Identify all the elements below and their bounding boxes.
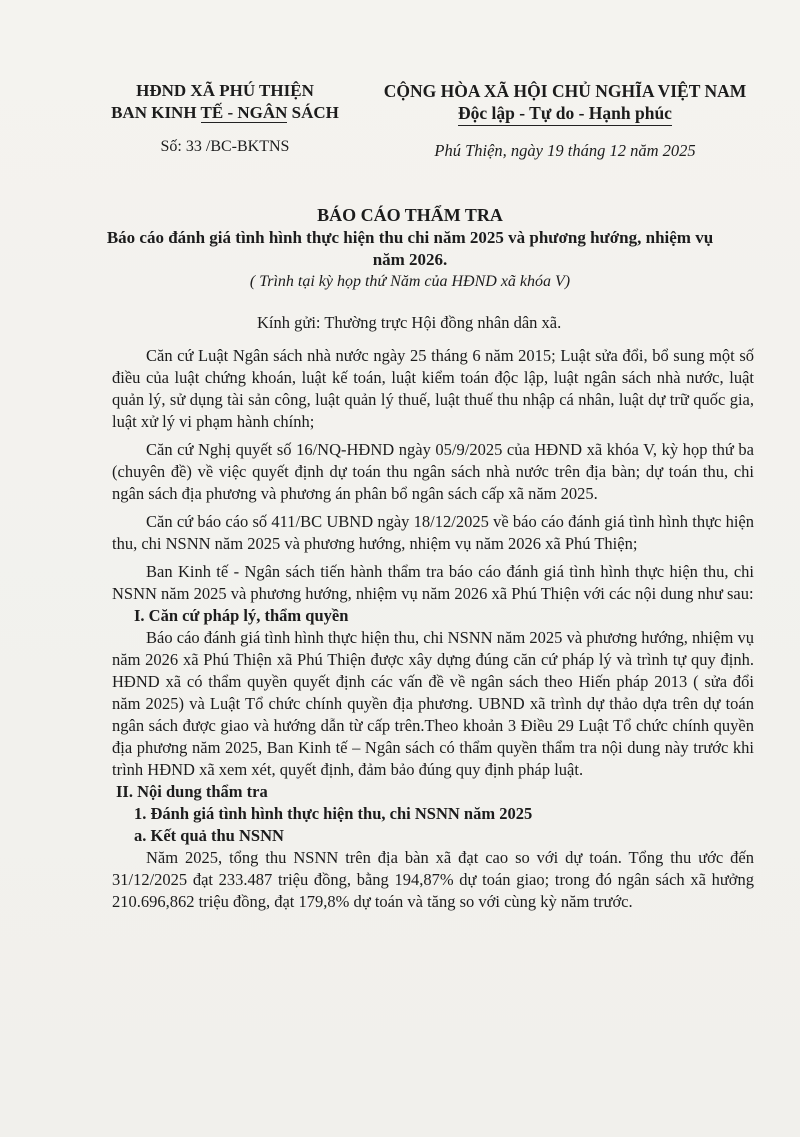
section-heading-1: I. Căn cứ pháp lý, thẩm quyền bbox=[134, 606, 349, 625]
document-body bbox=[112, 345, 754, 919]
committee-name: BAN KINH TẾ - NGÂN SÁCH bbox=[111, 103, 339, 122]
paragraph-intro: Ban Kinh tế - Ngân sách tiến hành thẩm tra báo cáo đánh giá tình hình thực hiện thu, chi NSNN năm 2025 và phương hướng, nhiệm vụ năm 2026 xã Phú Thiện với các nội dung như sau: bbox=[112, 562, 754, 603]
national-header bbox=[365, 80, 765, 162]
issuing-authority bbox=[100, 80, 350, 158]
document-title: BÁO CÁO THẨM TRA bbox=[317, 205, 503, 225]
section-heading-2: II. Nội dung thẩm tra bbox=[116, 782, 268, 801]
document-subtitle: Báo cáo đánh giá tình hình thực hiện thu chi năm 2025 và phương hướng, nhiệm vụ năm 2026. bbox=[106, 228, 714, 269]
document-date: Phú Thiện, ngày 19 tháng 12 năm 2025 bbox=[434, 141, 696, 160]
paragraph-revenue-result: Năm 2025, tổng thu NSNN trên địa bàn xã đạt cao so với dự toán. Tổng thu ước đến 31/12/2025 đạt 233.487 triệu đồng, bằng 194,87% dự toán giao; trong đó ngân sách xã hưởng 210.696,862 triệu đồng, đạt 179,8% dự toán và tăng so với cùng kỳ năm trước. bbox=[112, 848, 754, 911]
paragraph-legal-authority: Báo cáo đánh giá tình hình thực hiện thu, chi NSNN năm 2025 và phương hướng, nhiệm vụ năm 2026 xã Phú Thiện xã Phú Thiện được xây dựng đúng căn cứ pháp lý và trình tự quy định. HĐND xã có thẩm quyền quyết định các vấn đề về ngân sách theo Hiến pháp 2013 ( sửa đổi năm 2025) và Luật Tổ chức chính quyền địa phương. UBND xã trình dự thảo dựa trên dự toán ngân sách được giao và hướng dẫn từ cấp trên.Theo khoản 3 Điều 29 Luật Tổ chức chính quyền địa phương năm 2025, Ban Kinh tế – Ngân sách có thẩm quyền thẩm tra nội dung này trước khi trình HĐND xã xem xét, quyết định, đảm bảo đúng quy định pháp luật. bbox=[112, 628, 754, 779]
paragraph-legal-basis-1: Căn cứ Luật Ngân sách nhà nước ngày 25 tháng 6 năm 2015; Luật sửa đổi, bổ sung một số điều của luật chứng khoán, luật kế toán, luật kiểm toán độc lập, luật ngân sách nhà nước, luật quản lý, sử dụng tài sản công, luật quản lý thuế, luật thuế thu nhập cá nhân, luật dự trữ quốc gia, luật xử lý vi phạm hành chính; bbox=[112, 346, 754, 431]
nation-name: CỘNG HÒA XÃ HỘI CHỦ NGHĨA VIỆT NAM bbox=[383, 81, 747, 101]
recipient-line: Kính gửi: Thường trực Hội đồng nhân dân xã. bbox=[257, 313, 562, 332]
national-motto: Độc lập - Tự do - Hạnh phúc bbox=[458, 102, 672, 126]
subsection-heading-a: a. Kết quả thu NSNN bbox=[134, 826, 284, 845]
document-number: Số: 33 /BC-BKTNS bbox=[160, 138, 290, 155]
document-note: ( Trình tại kỳ họp thứ Năm của HĐND xã khóa V) bbox=[249, 273, 571, 290]
paragraph-legal-basis-2: Căn cứ Nghị quyết số 16/NQ-HĐND ngày 05/9/2025 của HĐND xã khóa V, kỳ họp thứ ba (chuyên đề) về việc quyết định dự toán thu ngân sách nhà nước trên địa bàn; dự toán thu, chi ngân sách địa phương và phương án phân bổ ngân sách cấp xã năm 2025. bbox=[112, 440, 754, 503]
paragraph-legal-basis-3: Căn cứ báo cáo số 411/BC UBND ngày 18/12/2025 về báo cáo đánh giá tình hình thực hiện thu, chi NSNN năm 2025 và phương hướng, nhiệm vụ năm 2026 xã Phú Thiện; bbox=[112, 512, 754, 553]
title-block bbox=[90, 203, 730, 293]
council-name: HĐND XÃ PHÚ THIỆN bbox=[136, 81, 314, 100]
subsection-heading-1: 1. Đánh giá tình hình thực hiện thu, chi NSNN năm 2025 bbox=[134, 804, 533, 823]
